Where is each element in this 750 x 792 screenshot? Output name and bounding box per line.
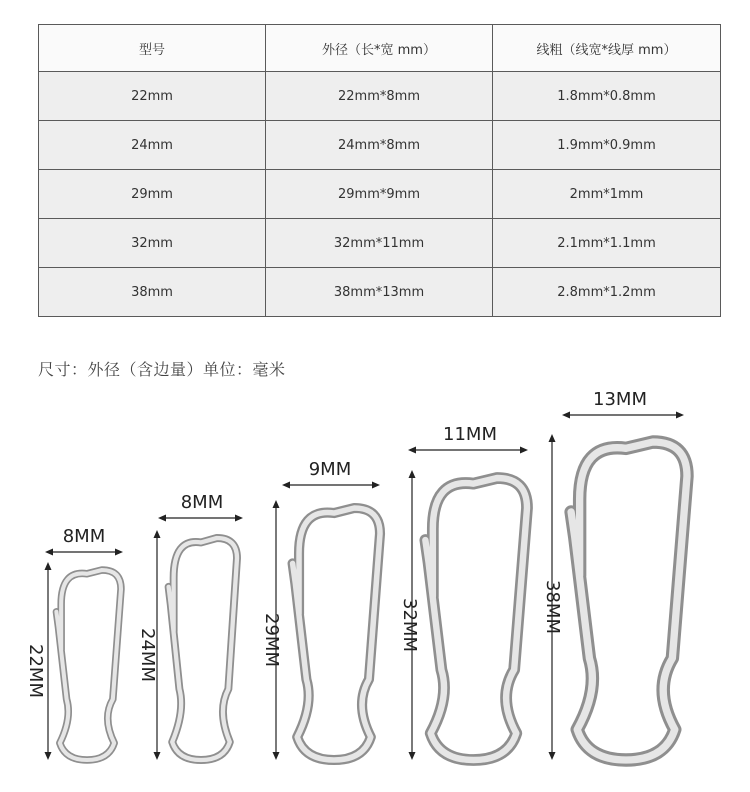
width-label: 13MM <box>593 389 647 410</box>
arrow-down-icon <box>273 752 280 760</box>
cell-model: 38mm <box>39 268 266 317</box>
arrow-left-icon <box>562 412 570 419</box>
arrow-left-icon <box>282 482 290 489</box>
arrow-left-icon <box>158 515 166 522</box>
table-row <box>39 121 721 170</box>
header-outer-size: 外径（长*宽 mm） <box>266 25 493 72</box>
cell-wire-size: 1.9mm*0.9mm <box>493 121 721 170</box>
width-label: 9MM <box>308 459 352 480</box>
height-label: 29MM <box>261 613 282 667</box>
hook-size-diagram <box>0 370 750 792</box>
width-label: 11MM <box>443 424 497 445</box>
cell-outer-size: 38mm*13mm <box>266 268 493 317</box>
cell-wire-size: 1.8mm*0.8mm <box>493 72 721 121</box>
cell-outer-size: 29mm*9mm <box>266 170 493 219</box>
table-row <box>39 170 721 219</box>
cell-wire-size: 2mm*1mm <box>493 170 721 219</box>
hook-item <box>399 424 528 760</box>
cell-model: 32mm <box>39 219 266 268</box>
cell-wire-size: 2.8mm*1.2mm <box>493 268 721 317</box>
arrow-up-icon <box>154 530 161 538</box>
height-label: 24MM <box>137 628 158 682</box>
arrow-down-icon <box>409 752 416 760</box>
header-model: 型号 <box>39 25 266 72</box>
spec-table <box>38 24 721 317</box>
height-label: 32MM <box>399 598 420 652</box>
hook-item <box>261 459 380 760</box>
arrow-right-icon <box>676 412 684 419</box>
arrow-left-icon <box>45 549 53 556</box>
table-row <box>39 268 721 317</box>
width-label: 8MM <box>180 492 224 513</box>
arrow-right-icon <box>235 515 243 522</box>
arrow-down-icon <box>45 752 52 760</box>
cell-model: 29mm <box>39 170 266 219</box>
width-label: 8MM <box>62 526 106 547</box>
cell-wire-size: 2.1mm*1.1mm <box>493 219 721 268</box>
hook-item <box>25 526 123 760</box>
cell-model: 24mm <box>39 121 266 170</box>
arrow-right-icon <box>372 482 380 489</box>
arrow-up-icon <box>409 470 416 478</box>
hook-item <box>137 492 243 760</box>
arrow-right-icon <box>115 549 123 556</box>
cell-outer-size: 32mm*11mm <box>266 219 493 268</box>
header-wire-size: 线粗（线宽*线厚 mm） <box>493 25 721 72</box>
cell-model: 22mm <box>39 72 266 121</box>
arrow-up-icon <box>549 434 556 442</box>
arrow-right-icon <box>520 447 528 454</box>
hook-item <box>542 389 687 760</box>
arrow-down-icon <box>154 752 161 760</box>
table-header-row <box>39 25 721 72</box>
height-label: 22MM <box>25 644 46 698</box>
cell-outer-size: 24mm*8mm <box>266 121 493 170</box>
height-label: 38MM <box>542 580 563 634</box>
size-caption: 尺寸：外径（含边量）单位：毫米 <box>38 360 286 379</box>
table-row <box>39 219 721 268</box>
arrow-up-icon <box>45 562 52 570</box>
arrow-left-icon <box>408 447 416 454</box>
table-row <box>39 72 721 121</box>
cell-outer-size: 22mm*8mm <box>266 72 493 121</box>
arrow-up-icon <box>273 500 280 508</box>
arrow-down-icon <box>549 752 556 760</box>
